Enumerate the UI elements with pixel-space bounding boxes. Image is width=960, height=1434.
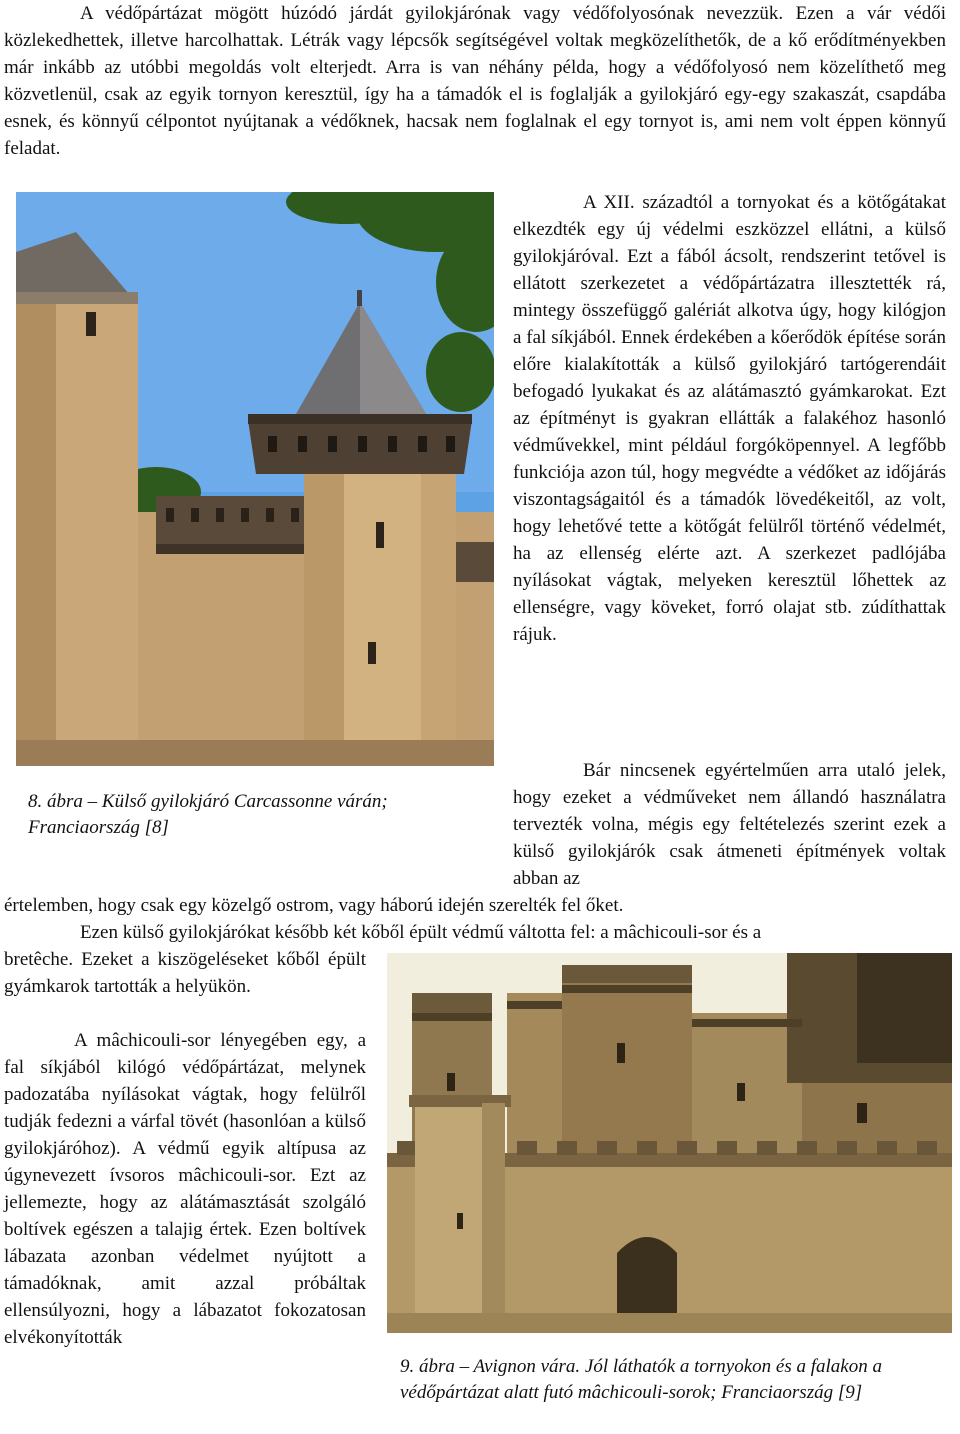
paragraph-atmeneti-right: Bár nincsenek egyértelműen arra utaló jelek, hogy ezeket a védműveket nem állandó használatra tervezték volna, mégis egy feltételezés szerint ezek a külső gyilokjárók csak átmeneti építmények voltak abban az bbox=[513, 760, 946, 889]
figure-8-carcassonne-photo bbox=[16, 192, 494, 766]
paragraph-kulso-gyilokjaro: A XII. századtól a tornyokat és a kötőgátakat elkezdték egy új védelmi eszközzel ellátni, a külső gyilokjáróval. Ezt a fából ácsolt, rendszerint tetővel is ellátott szerkezetet a védőpártázatra illesztették rá, mintegy összefüggő galériát alkotva úgy, hogy kilógjon a fal síkjából. Ennek érdekében a kőerődök építése során előre kialakították a külső gyilokjáró tartógerendáit befogadó lyukakat és az alátámasztó gyámkarokat. Ezt az építményt is gyakran ellátták a falakéhoz hasonló védművekkel, mint például forgóköpennyel. A legfőbb funkciója azon túl, hogy megvédte a védőket az időjárás viszontagságaitól és a támadók lövedékeitől, az volt, hogy lehetővé tette a kötőgát felülről történő védelmét, ha az ellenség elérte azt. A szerkezet padlójába nyílásokat vágtak, melyeken keresztül lőhettek az ellenségre, vagy köveket, forró olajat stb. zúdíthattak rájuk. bbox=[513, 192, 946, 645]
figure-9-avignon-photo bbox=[387, 953, 952, 1333]
paragraph-gyilokjaro-intro: A védőpártázat mögött húzódó járdát gyilokjárónak vagy védőfolyosónak nevezzük. Ezen a vár védői közlekedhettek, illetve harcolhattak. Létrák vagy lépcsők segítségével voltak megközelíthetők, de a kő erődítményekben már inkább az utóbbi megoldás volt elterjedt. Arra is van néhány példa, hogy a védőfolyosó nem közelíthető meg közvetlenül, csak az egyik tornyon keresztül, így ha a támadók el is foglalják a gyilokjáró egy-egy szakaszát, csapdába esnek, és könnyű célpontot nyújtanak a védőknek, hacsak nem foglalnak el egy tornyot is, ami nem volt éppen könnyű feladat. bbox=[4, 3, 946, 159]
paragraph-atmeneti-full: értelemben, hogy csak egy közelgő ostrom, vagy háború idején szerelték fel őket. bbox=[4, 895, 624, 916]
figure-8-caption: 8. ábra – Külső gyilokjáró Carcassonne várán; Franciaország [8] bbox=[28, 791, 388, 838]
figure-9-caption: 9. ábra – Avignon vára. Jól láthatók a tornyokon és a falakon a védőpártázat alatt futó mâchicouli-sorok; Franciaország [9] bbox=[400, 1356, 882, 1403]
paragraph-machicouli-intro-full: Ezen külső gyilokjárókat később két kőből épült védmű váltotta fel: a mâchicouli-sor és a bbox=[80, 922, 762, 943]
paragraph-machicouli-sor: A mâchicouli-sor lényegében egy, a fal síkjából kilógó védőpártázat, melynek padozatába nyílásokat vágtak, hogy felülről tudják fedezni a várfal tövét (hasonlóan a külső gyilokjáróhoz). A védmű egyik altípusa az úgynevezett ívsoros mâchicouli-sor. Ezt az jellemezte, hogy az alátámasztását szolgáló boltívek egészen a talajig értek. Ezen boltívek lábazata azonban védelmet nyújtott a támadóknak, amit azzal próbáltak ellensúlyozni, hogy a lábazatot fokozatosan elvékonyították bbox=[4, 1030, 366, 1348]
paragraph-bretache: bretêche. Ezeket a kiszögeléseket kőből épült gyámkarok tartották a helyükön. bbox=[4, 949, 366, 997]
